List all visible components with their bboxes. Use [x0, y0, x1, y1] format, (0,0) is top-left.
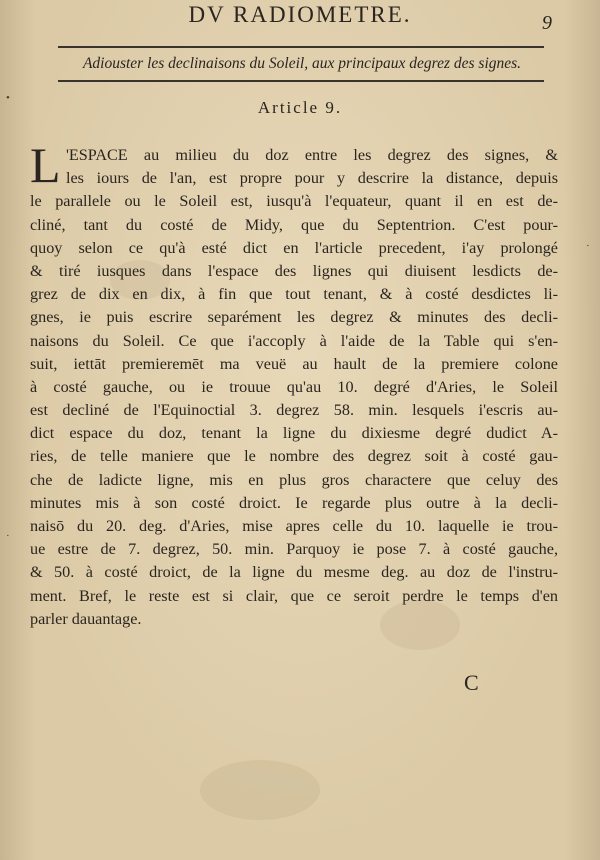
text-line: 'ESPACE au milieu du doz entre les degrez des signes, &	[66, 146, 558, 164]
text-line: quoy selon ce qu'à esté dict en l'article precedent, i'ay prolongé	[30, 238, 558, 257]
text-line: grez de dix en dix, à fin que tout tenant, & à costé desdictes li-	[30, 285, 558, 304]
running-head: DV RADIOMETRE.	[188, 2, 412, 27]
text-line: suit, iettāt premieremēt ma veuë au hault de la premiere colone	[30, 354, 558, 373]
margin-dot: •	[6, 92, 10, 104]
text-line: le parallele ou le Soleil est, iusqu'à l'equateur, quant il en est de-	[30, 192, 558, 211]
text-line: à costé gauche, ou ie trouue qu'au 10. degré d'Aries, le Soleil	[30, 377, 558, 396]
text-line: dict espace du doz, tenant la ligne du dixiesme degré dudict A-	[30, 424, 558, 443]
text-line: ment. Bref, le reste est si clair, que ce seroit perdre le temps d'en	[30, 586, 558, 605]
paper-stain	[200, 760, 320, 820]
text-line: naisō du 20. deg. d'Aries, mise apres celle du 10. laquelle ie trou-	[30, 517, 558, 535]
signature-mark: C	[464, 670, 479, 695]
top-rule	[58, 46, 544, 48]
text-line: che de ladicte ligne, mis en plus gros charactere que celuy des	[30, 470, 558, 489]
text-line: minutes mis à son costé droict. Ie regarde plus outre à la decli-	[30, 493, 558, 512]
text-line: & 50. à costé droict, de la ligne du mesme deg. au doz de l'instru-	[30, 563, 558, 582]
sub-heading-rule	[58, 80, 544, 82]
drop-cap: L	[30, 137, 61, 193]
text-line: parler dauantage.	[30, 609, 142, 628]
margin-dot: ·	[6, 530, 10, 542]
section-sub-heading: Adiouster les declinaisons du Soleil, aux principaux degrez des signes.	[82, 55, 522, 72]
text-line: ries, de telle maniere que le nombre des degrez soit à costé gau-	[30, 447, 558, 466]
text-line: naisons du Soleil. Ce que i'accoply à l'aide de la Table qui s'en-	[30, 331, 558, 350]
text-line: cliné, tant du costé de Midy, que du Septentrion. C'est pour-	[30, 215, 558, 234]
margin-dot: ·	[586, 240, 590, 252]
body-text	[30, 144, 558, 631]
text-line: ue estre de 7. degrez, 50. min. Parquoy ie pose 7. à costé gauche,	[30, 540, 558, 559]
text-line: les iours de l'an, est propre pour y descrire la distance, depuis	[66, 169, 558, 188]
article-heading: Article 9.	[257, 98, 343, 117]
page-number: 9	[542, 12, 552, 34]
text-line: & tiré iusques dans l'espace des lignes qui diuisent lesdicts de-	[30, 261, 558, 280]
text-line: est decliné de l'Equinoctial 3. degrez 58. min. lesquels i'escris au-	[30, 401, 558, 420]
text-line: gnes, ie puis escrire separément les degrez & minutes des decli-	[30, 308, 558, 327]
